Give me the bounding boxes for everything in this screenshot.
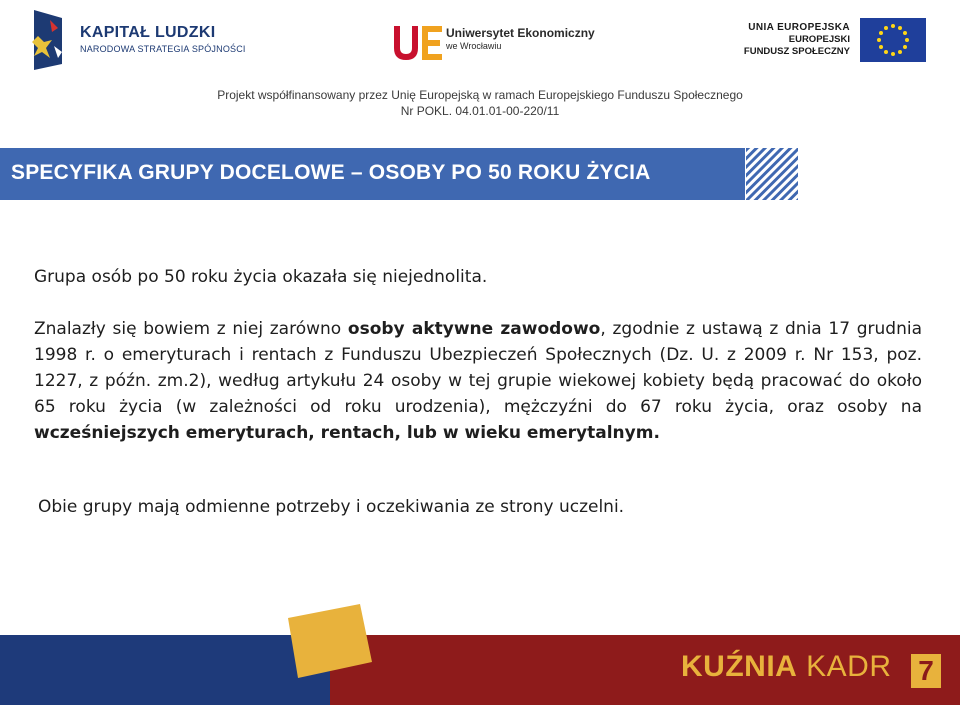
paragraph-main-bold-1: osoby aktywne zawodowo: [347, 319, 601, 339]
project-number: Nr POKL. 04.01.01-00-220/11: [400, 104, 560, 118]
paragraph-intro: Grupa osób po 50 roku życia okazała się niejednolita.: [34, 267, 488, 287]
eu-line-1: UNIA EUROPEJSKA: [748, 22, 850, 33]
banner-hatch-decoration: [746, 148, 798, 200]
eu-line-3: FUNDUSZ SPOŁECZNY: [743, 46, 850, 57]
project-cofinancing-note: Projekt współfinansowany przez Unię Europejską w ramach Europejskiego Funduszu Społecznego: [217, 88, 743, 102]
kapital-ludzki-subtitle: NARODOWA STRATEGIA SPÓJNOŚCI: [80, 44, 246, 54]
slide-title: SPECYFIKA GRUPY DOCELOWE – OSOBY PO 50 ROKU ŻYCIA: [11, 161, 651, 184]
brand-bold: KUŹNIA: [681, 650, 798, 683]
brand-light: KADR: [797, 650, 892, 683]
university-city: we Wrocławiu: [446, 41, 502, 51]
paragraph-main-text-2: , zgodnie z ustawą z dnia 17 grudnia 1998 r. o emeryturach i rentach z Funduszu Ubezpieczeń Społecznych (Dz. U. z 2009 r. Nr 153, poz. 1227, z późn. zm.2), według artykułu 24 osoby w tej grupie wiekowej kobiety będą pracować do około 65 roku życia (w zależności od roku urodzenia), mężczyźni do 67 roku życia, oraz osoby na: [34, 319, 923, 417]
eu-line-2: EUROPEJSKI: [788, 34, 850, 45]
footer-brand: [681, 650, 892, 684]
paragraph-main-bold-2: wcześniejszych emeryturach, rentach, lub w wieku emerytalnym.: [34, 423, 660, 443]
eu-flag-icon: [860, 18, 926, 62]
gold-tile-decoration: [280, 600, 380, 680]
kapital-ludzki-title: KAPITAŁ LUDZKI: [80, 24, 216, 41]
paragraph-main-text-1: Znalazły się bowiem z niej zarówno: [34, 319, 348, 339]
university-name: Uniwersytet Ekonomiczny: [446, 26, 595, 40]
paragraph-main: [34, 316, 922, 446]
page-number: 7: [911, 654, 941, 688]
eu-fund-label: [744, 22, 850, 58]
paragraph-conclusion: Obie grupy mają odmienne potrzeby i oczekiwania ze strony uczelni.: [38, 497, 625, 517]
